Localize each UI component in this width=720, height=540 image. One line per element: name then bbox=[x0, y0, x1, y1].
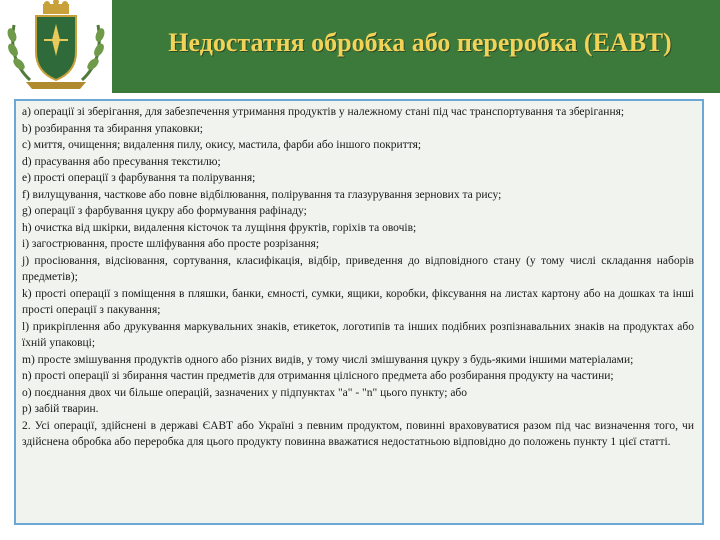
list-item-g: g) операції з фарбування цукру або формування рафінаду; bbox=[22, 205, 307, 217]
list-item-f: f) вилущування, часткове або повне відбілювання, полірування та глазурування зернових та рису; bbox=[22, 188, 502, 201]
list-item-i: i) загострювання, просте шліфування або просте розрізання; bbox=[22, 238, 320, 250]
coat-of-arms-logo bbox=[0, 0, 112, 93]
list-item-e: e) прості операції з фарбування та полірування; bbox=[22, 172, 256, 184]
header bbox=[0, 0, 720, 93]
content-box bbox=[14, 99, 704, 525]
page-title: Недостатня обробка або переробка (ЕАВТ) bbox=[168, 28, 672, 57]
list-item-k: k) прості операції з поміщення в пляшки, банки, ємності, сумки, ящики, коробки, фіксування на листах картону або на дошках та інші прості операції з пакування; bbox=[22, 287, 694, 316]
list-item-d: d) прасування або пресування текстилю; bbox=[22, 155, 221, 168]
list-item-p: p) забій тварин. bbox=[22, 403, 99, 415]
list-item-m: m) просте змішування продуктів одного або різних видів, у тому числі змішування цукру з будь-якими іншими матеріалами; bbox=[22, 353, 634, 366]
list-item-j: j) просіювання, відсіювання, сортування, класифікація, відбір, приведення до відповідного стану (у тому числі складання наборів предметів); bbox=[22, 254, 694, 283]
paragraph-2: 2. Усі операції, здійснені в державі ЄАВТ або Україні з певним продуктом, повинні враховуватися разом під час визначення того, чи здійснена обробка або переробка для цього продукту повинна вважатися недостатньою відповідно до положень пункту 1 цієї статті. bbox=[22, 419, 694, 448]
list-item-a: a) операції зі зберігання, для забезпечення утримання продуктів у належному стані під час транспортування та зберігання; bbox=[22, 106, 625, 118]
coat-of-arms-icon bbox=[0, 0, 112, 93]
list-item-l: l) прикріплення або друкування маркувальних знаків, етикеток, логотипів та інших подібних розпізнавальних знаків на продуктах або їхній упаковці; bbox=[22, 320, 694, 349]
list-item-o: o) поєднання двох чи більше операцій, зазначених у підпунктах "a" - "n" цього пункту; або bbox=[22, 386, 468, 399]
list-item-c: c) миття, очищення; видалення пилу, окису, мастила, фарби або іншого покриття; bbox=[22, 139, 422, 151]
list-item-b: b) розбирання та збирання упаковки; bbox=[22, 122, 203, 135]
list-item-h: h) очистка від шкірки, видалення кісточок та лущіння фруктів, горіхів та овочів; bbox=[22, 221, 417, 234]
list-item-n: n) прості операції зі збирання частин предметів для отримання цілісного предмета або розбирання продукту на частини; bbox=[22, 370, 614, 382]
